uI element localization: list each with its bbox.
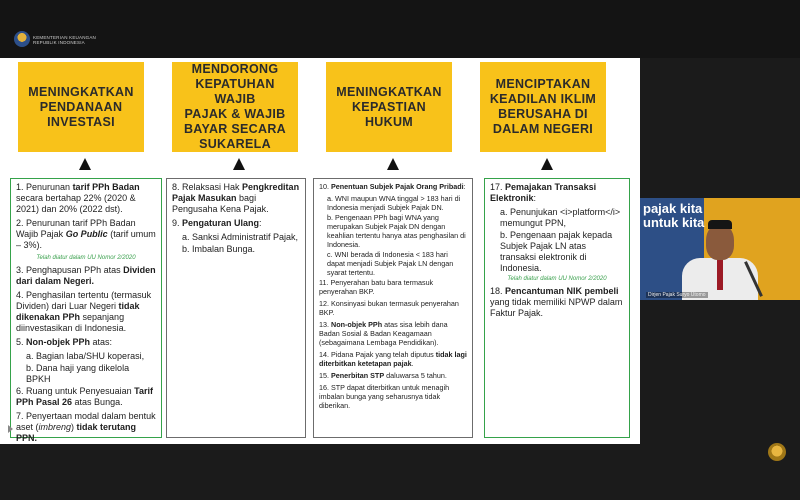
- sub-list-item: c. WNI berada di Indonesia < 183 hari dapat menjadi Subjek Pajak LN dengan syarat tertentu.: [327, 250, 454, 277]
- item-text: Pencantuman NIK pembeli yang tidak memiliki NPWP dalam Faktur Pajak.: [490, 286, 623, 318]
- item-text: Penentuan Subjek Pajak Orang Pribadi:: [331, 182, 466, 191]
- mouse-cursor-icon: [8, 425, 13, 433]
- item-text: Relaksasi Hak Pengkreditan Pajak Masukan bagi Pengusaha Kena Pajak.: [172, 182, 300, 214]
- item-text: STP dapat diterbitkan untuk menagih imbalan bunga yang seharusnya tidak diberikan.: [319, 383, 450, 410]
- speaker-cap: [708, 220, 732, 229]
- legal-note: Telah diatur dalam UU Nomor 2/2020: [36, 255, 136, 261]
- org-name: KEMENTERIAN KEUANGAN REPUBLIK INDONESIA: [33, 35, 97, 45]
- list-item: [16, 386, 156, 408]
- content-box-kepastian-hukum: [313, 178, 473, 438]
- ministry-logo-icon: [14, 31, 30, 47]
- item-text: Pidana Pajak yang telah diputus tidak lagi diterbitkan ketetapan pajak.: [319, 350, 467, 368]
- item-text: Non-objek PPh atas:: [26, 337, 113, 347]
- list-item: [490, 286, 624, 319]
- speaker-caption: Dirjen Pajak Suryo Utomo: [648, 292, 706, 298]
- item-number: 6.: [16, 386, 27, 396]
- content-box-kepatuhan: [166, 178, 306, 438]
- item-text: Penyertaan modal dalam bentuk aset (imbreng) tidak terutang PPN.: [16, 411, 156, 443]
- top-bar: [0, 0, 800, 58]
- heading-kepastian-hukum: MENINGKATKAN KEPASTIAN HUKUM: [326, 62, 452, 152]
- sub-list-item: b. Dana haji yang dikelola BPKH: [26, 363, 130, 384]
- list-item: [319, 278, 467, 296]
- sub-list-item: b. Pengenaan PPh bagi WNA yang merupakan Subjek Pajak DN dengan keahlian tertentu hanya atas penghasilan di Indonesia.: [327, 213, 466, 249]
- list-item: [16, 218, 156, 251]
- arrow-up-icon: [79, 158, 91, 170]
- item-number: 9.: [172, 218, 183, 228]
- heading-kepatuhan: MENDORONG KEPATUHAN WAJIB PAJAK & WAJIB BAYAR SECARA SUKARELA: [172, 62, 298, 152]
- legal-note: Telah diatur dalam UU Nomor 2/2020: [507, 276, 607, 282]
- item-number: 1.: [16, 182, 27, 192]
- item-text: Ruang untuk Penyesuaian Tarif PPh Pasal 26 atas Bunga.: [16, 386, 153, 407]
- item-text: Pemajakan Transaksi Elektronik:: [490, 182, 597, 203]
- item-number: 3.: [16, 265, 27, 275]
- list-item: [319, 320, 467, 347]
- item-number: 2.: [16, 218, 27, 228]
- item-text: Pengaturan Ulang:: [182, 218, 262, 228]
- sub-list-item: b. Imbalan Bunga.: [182, 244, 256, 254]
- heading-keadilan: MENCIPTAKAN KEADILAN IKLIM BERUSAHA DI DALAM NEGERI: [480, 62, 606, 152]
- list-item: [490, 182, 624, 204]
- content-box-investasi: [10, 178, 162, 443]
- item-number: 12.: [319, 299, 331, 308]
- item-text: Penghapusan PPh atas Dividen dari dalam Negeri.: [16, 265, 156, 286]
- ministry-seal-icon: [768, 443, 786, 461]
- item-number: 17.: [490, 182, 506, 192]
- sub-list-item: a. Sanksi Administratif Pajak,: [182, 232, 299, 242]
- item-number: 8.: [172, 182, 183, 192]
- speaker-tie: [717, 260, 723, 290]
- item-text: Non-objek PPh atas sisa lebih dana Badan Sosial & Badan Keagamaan (sebagaimana Lembaga Pendidikan).: [319, 320, 448, 347]
- item-text: Penerbitan STP daluwarsa 5 tahun.: [331, 371, 447, 380]
- content-box-keadilan: [484, 178, 630, 438]
- list-item: [172, 218, 300, 229]
- banner-text: pajak kita untuk kita: [643, 201, 705, 230]
- arrow-up-icon: [541, 158, 553, 170]
- sub-list-item: a. Bagian laba/SHU koperasi,: [26, 351, 145, 361]
- list-item: [16, 290, 156, 334]
- item-number: 4.: [16, 290, 27, 300]
- arrow-up-icon: [233, 158, 245, 170]
- list-item: [16, 337, 156, 348]
- item-number: 5.: [16, 337, 27, 347]
- list-item: [319, 383, 467, 410]
- presentation-slide: [0, 58, 640, 444]
- list-item: [16, 265, 156, 287]
- item-text: Penurunan tarif PPh Badan secara bertahap 22% (2020 & 2021) dan 20% (2022 dst).: [16, 182, 140, 214]
- sub-list-item: a. WNI maupun WNA tinggal > 183 hari di Indonesia menjadi Subjek Pajak DN.: [327, 194, 461, 212]
- item-text: Konsinyasi bukan termasuk penyerahan BKP.: [319, 299, 459, 317]
- list-item: [172, 182, 300, 215]
- item-number: 14.: [319, 350, 331, 359]
- item-text: Penyerahan batu bara termasuk penyerahan BKP.: [319, 278, 434, 296]
- heading-investasi: MENINGKATKAN PENDANAAN INVESTASI: [18, 62, 144, 152]
- list-item: [319, 371, 467, 380]
- list-item: [16, 182, 156, 215]
- list-item: [319, 182, 467, 191]
- sub-list-item: b. Pengenaan pajak kepada Subjek Pajak LN atas transaksi elektronik di Indonesia.: [500, 230, 613, 273]
- speaker-video: [640, 198, 800, 300]
- list-item: [16, 411, 156, 444]
- sub-list-item: a. Penunjukan <i>platform</i> memungut PPN,: [500, 207, 621, 228]
- item-text: Penghasilan tertentu (termasuk Dividen) dari Luar Negeri tidak dikenakan PPh sepanjang diinvestasikan di Indonesia.: [16, 290, 152, 333]
- item-number: 13.: [319, 320, 331, 329]
- item-number: 11.: [319, 278, 331, 287]
- list-item: [319, 299, 467, 317]
- speaker-head: [706, 224, 734, 260]
- arrow-up-icon: [387, 158, 399, 170]
- item-number: 16.: [319, 383, 331, 392]
- item-number: 10.: [319, 182, 331, 191]
- item-number: 15.: [319, 371, 331, 380]
- list-item: [319, 350, 467, 368]
- item-text: Penurunan tarif PPh Badan Wajib Pajak Go Public (tarif umum – 3%).: [16, 218, 156, 250]
- item-number: 7.: [16, 411, 27, 421]
- item-number: 18.: [490, 286, 506, 296]
